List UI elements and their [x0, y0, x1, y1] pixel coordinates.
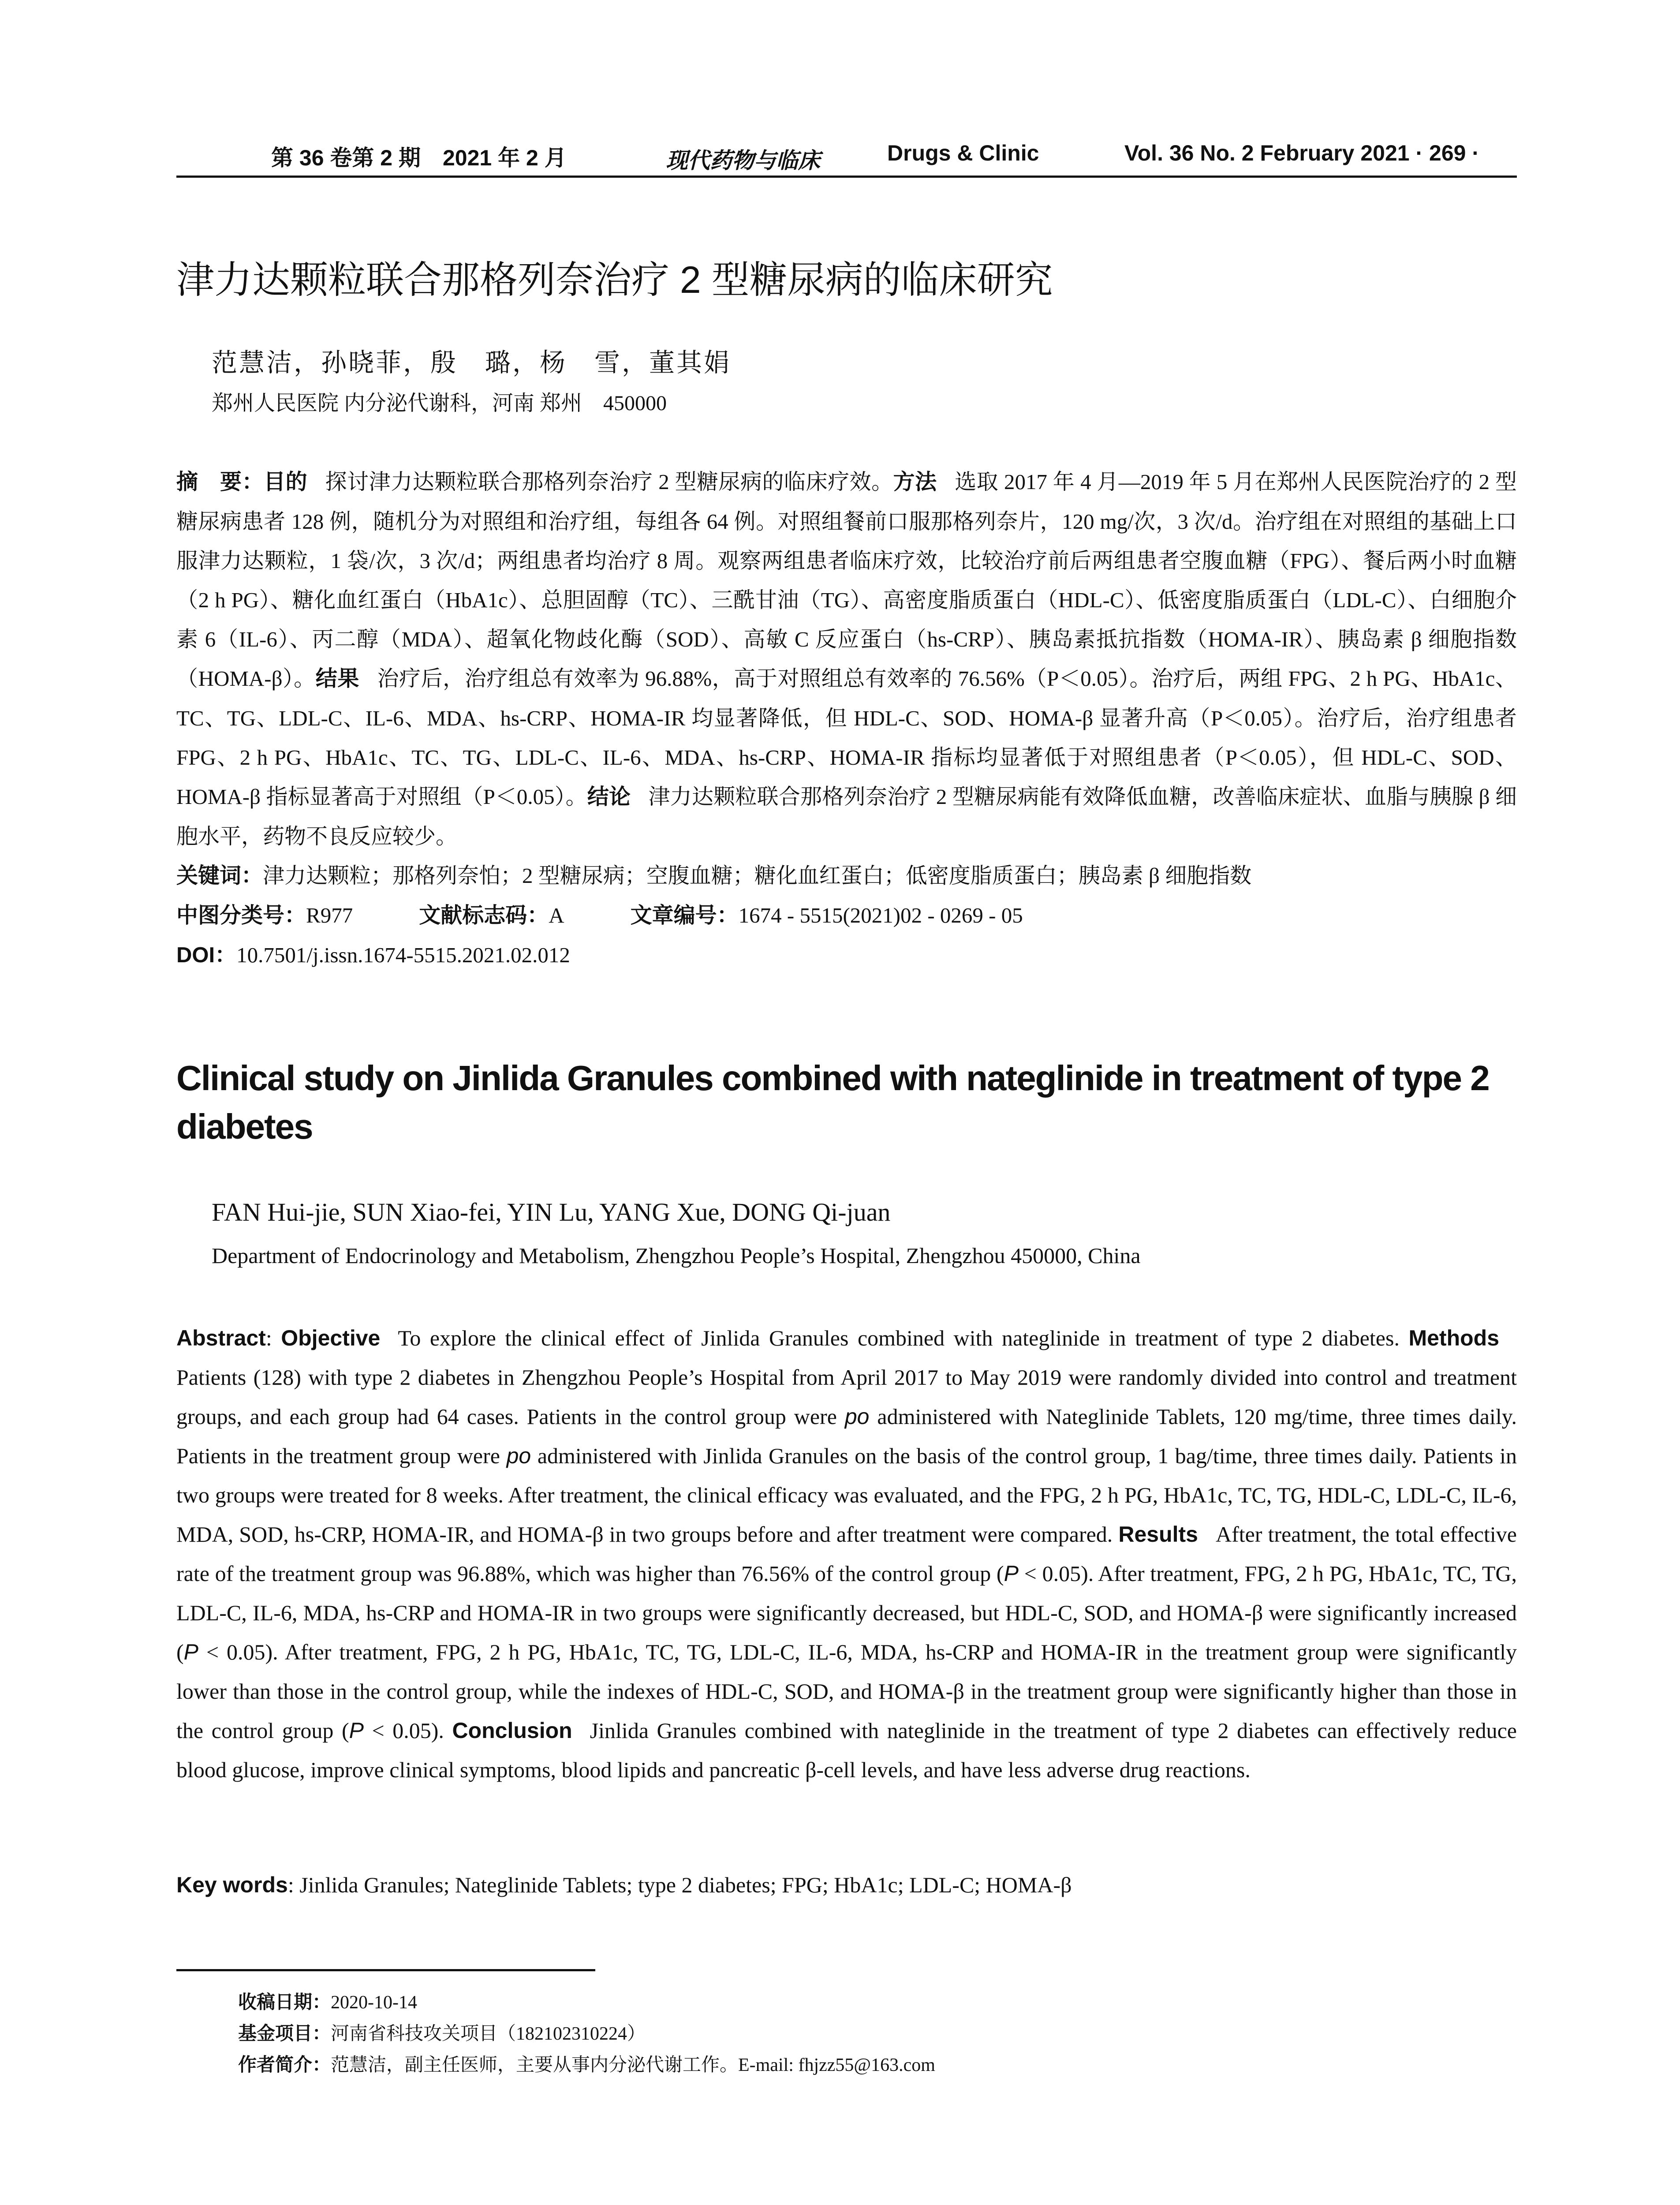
doi-value: 10.7501/j.issn.1674-5515.2021.02.012	[236, 943, 570, 967]
en-affiliation: Department of Endocrinology and Metabolism, Zhengzhou People’s Hospital, Zhengzhou 450000, China	[212, 1243, 1141, 1268]
en-conclusion-label: Conclusion	[452, 1718, 572, 1743]
en-results-1: After treatment, the total effective rate of the treatment group was 96.88%, which was higher than 76.56% of the control group (	[176, 1522, 1517, 1586]
en-p-3: P	[349, 1718, 364, 1743]
received-value: 2020-10-14	[331, 1992, 417, 2013]
en-objective-label: Objective	[281, 1326, 381, 1350]
en-results-4: < 0.05).	[363, 1718, 444, 1743]
header-volume: Vol. 36 No. 2 February 2021 · 269 ·	[1124, 141, 1479, 165]
author-label: 作者简介：	[238, 2054, 331, 2075]
cn-objective: 探讨津力达颗粒联合那格列奈治疗 2 型糖尿病的临床疗效。	[325, 470, 893, 494]
cn-title: 津力达颗粒联合那格列奈治疗 2 型糖尿病的临床研究	[176, 259, 1053, 301]
en-methods-3: administered with Jinlida Granules on the basis of the control group, 1 bag/time, three times daily. Patients in two groups were treated for 8 weeks. After treatment, the clinical efficacy was evaluated, and the FPG, 2 h PG, HbA1c, TC, TG, HDL-C, LDL-C, IL-6, MDA, SOD, hs-CRP, HOMA-IR, and HOMA-β in two groups before and after treatment were compared.	[176, 1443, 1517, 1547]
footnote-author	[238, 2049, 935, 2081]
cn-abstract	[176, 462, 1517, 975]
cn-methods-label: 方法	[893, 470, 937, 494]
cn-abstract-label: 摘 要：	[176, 470, 264, 494]
cn-keywords	[176, 856, 1517, 896]
clc-label: 中图分类号：	[176, 904, 306, 927]
cn-affiliation: 郑州人民医院 内分泌代谢科，河南 郑州 450000	[212, 392, 667, 415]
cn-authors: 范慧洁，孙晓菲，殷 璐，杨 雪，董其娟	[212, 348, 732, 377]
header-rule	[176, 176, 1517, 178]
cn-results-label: 结果	[315, 667, 359, 691]
cn-keywords-label: 关键词：	[176, 864, 263, 888]
en-methods-2: administered with Nateglinide Tablets, 120 mg/time, three times daily. Patients in the treatment group were	[176, 1404, 1517, 1468]
footnote-received	[238, 1987, 935, 2018]
en-abstract: Abstract: Objective To explore the clinical effect of Jinlida Granules combined with nateglinide in treatment of type 2 diabetes. MethodsPatients (128) with type 2 diabetes in Zhengzhou People’s Hospital from April 2017 to May 2019 were randomly divided into control and treatment groups, and each group had 64 cases. Patients in the control group were po administered with Nateglinide Tablets, 120 mg/time, three times daily. Patients in the treatment group were po administered with Jinlida Granules on the basis of the control group, 1 bag/time, three times daily. Patients in two groups were treated for 8 weeks. After treatment, the clinical efficacy was evaluated, and the FPG, 2 h PG, HbA1c, TC, TG, HDL-C, LDL-C, IL-6, MDA, SOD, hs-CRP, HOMA-IR, and HOMA-β in two groups before and after treatment were compared. Results After treatment, the total effective rate of the treatment group was 96.88%, which was higher than 76.56% of the control group (P < 0.05). After treatment, FPG, 2 h PG, HbA1c, TC, TG, LDL-C, IL-6, MDA, hs-CRP and HOMA-IR in two groups were significantly decreased, but HDL-C, SOD, and HOMA-β were significantly increased (P < 0.05). After treatment, FPG, 2 h PG, HbA1c, TC, TG, LDL-C, IL-6, MDA, hs-CRP and HOMA-IR in the treatment group were significantly lower than those in the control group, while the indexes of HDL-C, SOD, and HOMA-β in the treatment group were significantly higher than those in the control group (P < 0.05). Conclusion Jinlida Granules combined with nateglinide in the treatment of type 2 diabetes can effectively reduce blood glucose, improve clinical symptoms, blood lipids and pancreatic β-cell levels, and have less adverse drug reactions.	[176, 1326, 1517, 1782]
cn-results: 治疗后，治疗组总有效率为 96.88%，高于对照组总有效率的 76.56%（P＜0.05）。治疗后，两组 FPG、2 h PG、HbA1c、TC、TG、LDL-C、IL-6、MDA、hs-CRP、HOMA-IR 均显著降低，但 HDL-C、SOD、HOMA-β 显著升高（P＜0.05）。治疗后，治疗组患者 FPG、2 h PG、HbA1c、TC、TG、LDL-C、IL-6、MDA、hs-CRP、HOMA-IR 指标均显著低于对照组患者（P＜0.05），但 HDL-C、SOD、HOMA-β 指标显著高于对照组（P＜0.05）。	[176, 666, 1517, 809]
en-results-label: Results	[1118, 1522, 1198, 1547]
en-po-1: po	[844, 1404, 870, 1429]
cn-classification	[176, 896, 1517, 935]
en-methods-label: Methods	[1408, 1326, 1500, 1350]
doc-code-value: A	[549, 903, 564, 927]
footnote-fund	[238, 2018, 935, 2049]
article-no-value: 1674 - 5515(2021)02 - 0269 - 05	[738, 903, 1023, 927]
en-title: Clinical study on Jinlida Granules combined with nateglinide in treatment of type 2 diabetes	[176, 1058, 1489, 1146]
en-p-1: P	[1004, 1561, 1019, 1586]
cn-conclusion-label: 结论	[587, 785, 631, 809]
en-abstract-label: Abstract	[176, 1326, 266, 1350]
en-authors: FAN Hui-jie, SUN Xiao-fei, YIN Lu, YANG Xue, DONG Qi-juan	[212, 1198, 891, 1226]
en-keywords-label: Key words	[176, 1872, 288, 1897]
en-results-3: < 0.05). After treatment, FPG, 2 h PG, HbA1c, TC, TG, LDL-C, IL-6, MDA, hs-CRP and HOMA-IR in the treatment group were significantly lower than those in the control group, while the indexes of HDL-C, SOD, and HOMA-β in the treatment group were significantly higher than those in the control group (	[176, 1640, 1517, 1743]
cn-keywords-text: 津力达颗粒；那格列奈怕；2 型糖尿病；空腹血糖；糖化血红蛋白；低密度脂质蛋白；胰岛素 β 细胞指数	[263, 863, 1252, 888]
running-header	[176, 140, 1517, 172]
cn-methods: 选取 2017 年 4 月—2019 年 5 月在郑州人民医院治疗的 2 型糖尿病患者 128 例，随机分为对照组和治疗组，每组各 64 例。对照组餐前口服那格列奈片，120 mg/次，3 次/d。治疗组在对照组的基础上口服津力达颗粒，1 袋/次，3 次/d；两组患者均治疗 8 周。观察两组患者临床疗效，比较治疗前后两组患者空腹血糖（FPG）、餐后两小时血糖（2 h PG）、糖化血红蛋白（HbA1c）、总胆固醇（TC）、三酰甘油（TG）、高密度脂质蛋白（HDL-C）、低密度脂质蛋白（LDL-C）、白细胞介素 6（IL-6）、丙二醇（MDA）、超氧化物歧化酶（SOD）、高敏 C 反应蛋白（hs-CRP）、胰岛素抵抗指数（HOMA-IR）、胰岛素 β 细胞指数（HOMA-β）。	[176, 470, 1517, 691]
doi-label: DOI：	[176, 943, 237, 967]
en-p-2: P	[183, 1640, 199, 1664]
en-keywords: Key words: Jinlida Granules; Nateglinide Tablets; type 2 diabetes; FPG; HbA1c; LDL-C; HOMA-β	[176, 1872, 1072, 1897]
doc-code-label: 文献标志码：	[419, 904, 549, 927]
en-objective: To explore the clinical effect of Jinlida Granules combined with nateglinide in treatment of type 2 diabetes.	[398, 1326, 1400, 1350]
received-label: 收稿日期：	[238, 1992, 331, 2012]
author-value: 范慧洁，副主任医师，主要从事内分泌代谢工作。E-mail: fhjzz55@163.com	[331, 2055, 935, 2075]
en-methods-1: Patients (128) with type 2 diabetes in Zhengzhou People’s Hospital from April 2017 to May 2019 were randomly divided into control and treatment groups, and each group had 64 cases. Patients in the control group were	[176, 1365, 1517, 1429]
cn-conclusion: 津力达颗粒联合那格列奈治疗 2 型糖尿病能有效降低血糖，改善临床症状、血脂与胰腺 β 细胞水平，药物不良反应较少。	[176, 785, 1517, 848]
header-journal-en: Drugs & Clinic	[887, 141, 1039, 165]
en-conclusion: Jinlida Granules combined with nateglinide in the treatment of type 2 diabetes can effectively reduce blood glucose, improve clinical symptoms, blood lipids and pancreatic β-cell levels, and have less adverse drug reactions.	[176, 1718, 1517, 1782]
fund-value: 河南省科技攻关项目（182102310224）	[331, 2024, 646, 2044]
article-no-label: 文章编号：	[630, 904, 739, 927]
header-journal-cn: 现代药物与临床	[666, 147, 820, 173]
header-issue: 第 36 卷第 2 期 2021 年 2 月	[271, 146, 567, 170]
en-keywords-text: Jinlida Granules; Nateglinide Tablets; type 2 diabetes; FPG; HbA1c; LDL-C; HOMA-β	[299, 1872, 1072, 1897]
footnotes	[238, 1987, 935, 2081]
clc-value: R977	[306, 903, 353, 927]
cn-objective-label: 目的	[264, 470, 308, 494]
cn-doi	[176, 935, 1517, 975]
footnote-rule	[176, 1969, 595, 1971]
en-po-2: po	[506, 1443, 531, 1468]
en-results-2: < 0.05). After treatment, FPG, 2 h PG, HbA1c, TC, TG, LDL-C, IL-6, MDA, hs-CRP and HOMA-IR in two groups were significantly decreased, but HDL-C, SOD, and HOMA-β were significantly increased (	[176, 1561, 1517, 1664]
cn-abstract-body	[176, 462, 1517, 856]
fund-label: 基金项目：	[238, 2023, 331, 2044]
